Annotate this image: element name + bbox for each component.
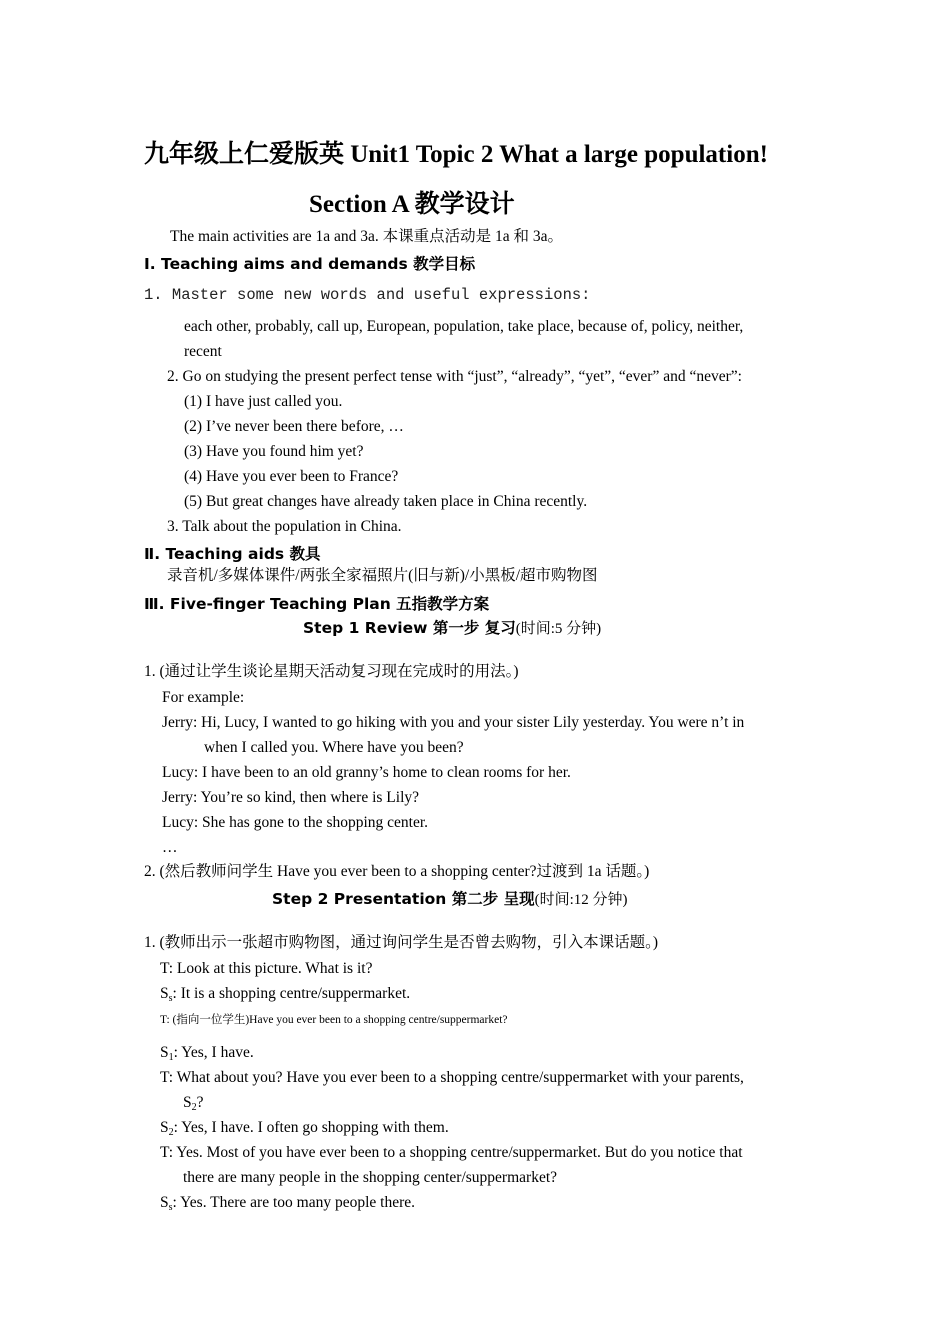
step-2-time: (时间:12 分钟) (534, 892, 628, 908)
step-1-point-2: 2. (然后教师问学生 Have you ever been to a shopping center?过渡到 1a 话题。) (144, 863, 650, 880)
ellipsis: … (162, 839, 178, 856)
dialog-line: Lucy: She has gone to the shopping center. (162, 814, 429, 831)
aim-item-1: 1. Master some new words and useful expressions: (144, 286, 591, 304)
students-line: $S_s$: Yes. There are too many people there. (160, 1194, 416, 1213)
document-title-line1: 九年级上仁爱版英 Unit1 Topic 2 What a large population! (144, 141, 768, 168)
example-sentence: (1) I have just called you. (184, 393, 343, 410)
dialog-line: Lucy: I have been to an old granny’s home to clean rooms for her. (162, 764, 571, 781)
student-1-line: $S_1$: Yes, I have. (160, 1044, 254, 1063)
dialog-line: when I called you. Where have you been? (204, 739, 464, 756)
example-sentence: (2) I’ve never been there before, … (184, 418, 404, 435)
section-heading-plan: Ⅲ. Five-finger Teaching Plan 五指教学方案 (144, 595, 490, 613)
step-1-time: (时间:5 分钟) (515, 621, 602, 637)
teacher-line-continued: there are many people in the shopping center/suppermarket? (183, 1169, 558, 1186)
teacher-line: T: (指向一位学生)Have you ever been to a shopping centre/suppermarket? (160, 1014, 508, 1026)
step-1-point-1: 1. (通过让学生谈论星期天活动复习现在完成时的用法。) (144, 663, 519, 680)
example-sentence: (4) Have you ever been to France? (184, 468, 399, 485)
teaching-aids-list: 录音机/多媒体课件/两张全家福照片(旧与新)/小黑板/超市购物图 (167, 567, 598, 584)
dialog-line: Jerry: You’re so kind, then where is Lily? (162, 789, 419, 806)
vocab-line-1: each other, probably, call up, European, population, take place, because of, policy, neither, (184, 318, 744, 335)
step-2-point-1: 1. (教师出示一张超市购物图，通过询问学生是否曾去购物，引入本课话题。) (144, 934, 659, 951)
step-1-heading (303, 616, 601, 638)
for-example-label: For example: (162, 689, 245, 706)
step-2-title: Step 2 Presentation 第二步 呈现 (272, 890, 535, 908)
section-heading-aims: Ⅰ. Teaching aims and demands 教学目标 (144, 255, 476, 273)
teacher-line: T: What about you? Have you ever been to a shopping centre/suppermarket with your parents, (160, 1069, 744, 1086)
step-2-heading (272, 887, 628, 909)
example-sentence: (3) Have you found him yet? (184, 443, 364, 460)
dialog-line: Jerry: Hi, Lucy, I wanted to go hiking with you and your sister Lily yesterday. You were n’t in (162, 714, 745, 731)
teacher-line: T: Look at this picture. What is it? (160, 960, 373, 977)
step-1-title: Step 1 Review 第一步 复习 (303, 619, 516, 637)
teacher-line: T: Yes. Most of you have ever been to a shopping centre/suppermarket. But do you notice that (160, 1144, 743, 1161)
section-heading-aids: Ⅱ. Teaching aids 教具 (144, 545, 321, 563)
aim-item-3: 3. Talk about the population in China. (167, 518, 402, 535)
teacher-line-continued: $S_2$? (183, 1094, 204, 1113)
students-line: $S_s$: It is a shopping centre/suppermarket. (160, 985, 411, 1004)
vocab-line-2: recent (184, 343, 222, 360)
example-sentence: (5) But great changes have already taken place in China recently. (184, 493, 588, 510)
document-title-line2: Section A 教学设计 (309, 191, 515, 218)
aim-item-2: 2. Go on studying the present perfect tense with “just”, “already”, “yet”, “ever” and “never”: (167, 368, 742, 385)
intro-text: The main activities are 1a and 3a. 本课重点活动是 1a 和 3a。 (170, 228, 563, 245)
student-2-line: $S_2$: Yes, I have. I often go shopping with them. (160, 1119, 449, 1138)
